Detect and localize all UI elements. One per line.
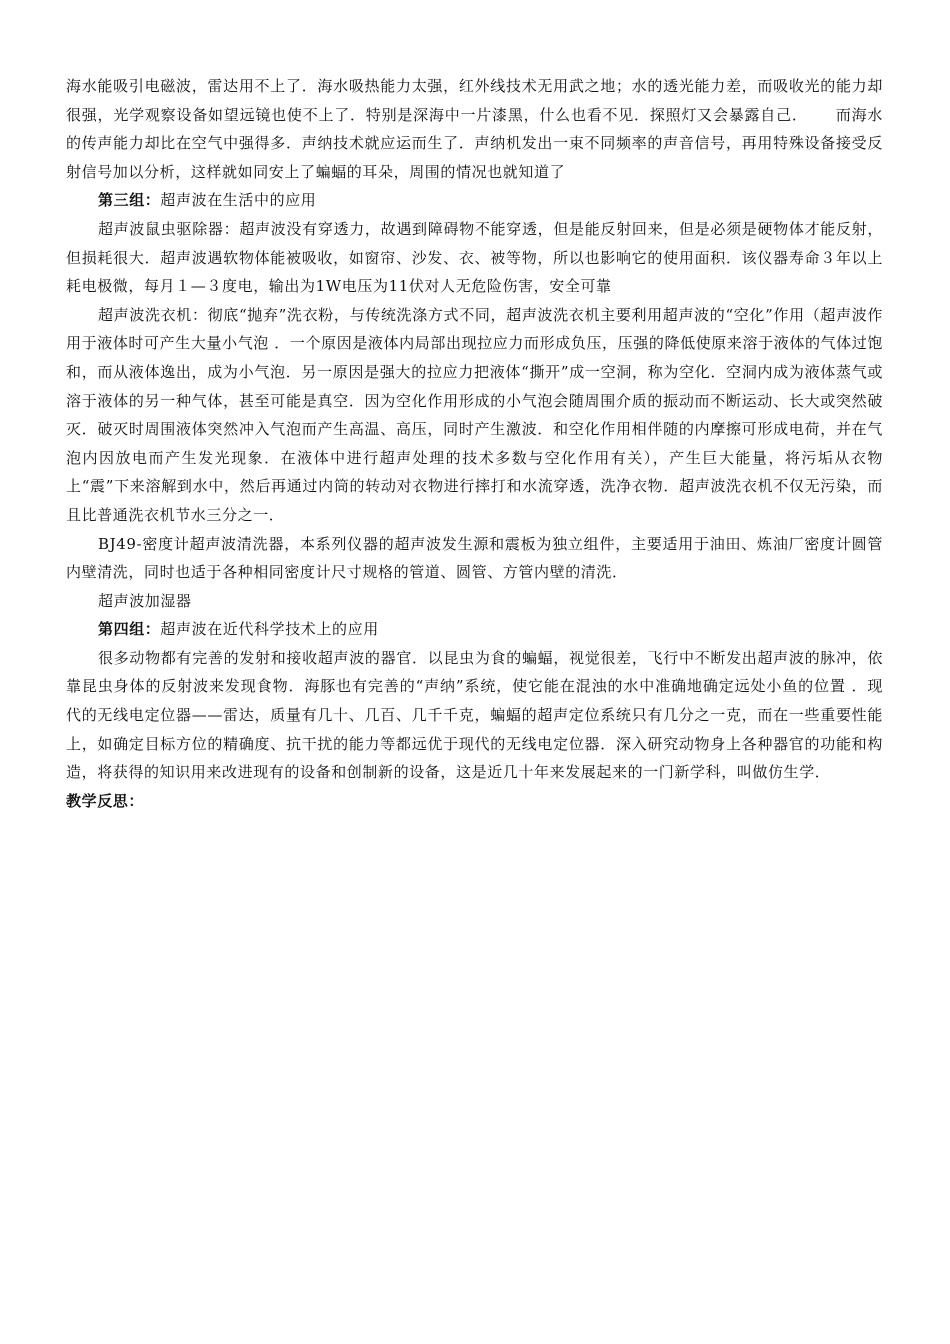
paragraph-mouse-repeller: 超声波鼠虫驱除器：超声波没有穿透力，故遇到障碍物不能穿透，但是能反射回来，但是必须是硬物体才能反射，但损耗很大．超声波遇软物体能被吸收，如窗帘、沙发、衣、被等物，所以也影响它的使用面积．该仪器寿命３年以上耗电极微，每月１—３度电，输出为1W电压为11伏对人无危险伤害，安全可靠	[66, 219, 883, 296]
group4-title: 超声波在近代科学技术上的应用	[160, 620, 379, 639]
paragraph-sonar	[66, 72, 883, 186]
group3-title: 超声波在生活中的应用	[160, 191, 317, 210]
group3-label: 第三组：	[98, 191, 161, 210]
paragraph-humidifier: 超声波加湿器	[98, 591, 192, 610]
group3-heading	[66, 186, 883, 215]
paragraph-bj49-cleaner: BJ49-密度计超声波清洗器，本系列仪器的超声波发生源和震板为独立组件，主要适用于油田、炼油厂密度计圆管内壁清洗，同时也适于各种相同密度计尺寸规格的管道、圆管、方管内壁的清洗．	[66, 534, 883, 582]
paragraph-bionics: 很多动物都有完善的发射和接收超声波的器官．以昆虫为食的蝙蝠，视觉很差，飞行中不断发出超声波的脉冲，依靠昆虫身体的反射波来发现食物．海豚也有完善的“声纳”系统，使它能在混浊的水中准确地确定远处小鱼的位置 ．现代的无线电定位器——雷达，质量有几十、几百、几千千克，蝙蝠的超声定位系统只有几分之一克，而在一些重要性能上，如确定目标方位的精确度、抗干扰的能力等都远优于现代的无线电定位器．深入研究动物身上各种器官的功能和构造，将获得的知识用来改进现有的设备和创制新的设备，这是近几十年来发展起来的一门新学科，叫做仿生学．	[66, 648, 883, 782]
document-page	[66, 72, 883, 815]
sonar-text-part1: 海水能吸引电磁波，雷达用不上了．海水吸热能力太强，红外线技术无用武之地；水的透光能力差，而吸收光的能力却很强，光学观察设备如望远镜也使不上了．特别是深海中一片漆黑，什么也看不见．探照灯又会暴露自己．	[66, 77, 883, 124]
teaching-reflection-label: 教学反思：	[66, 791, 145, 810]
paragraph-washing-machine: 超声波洗衣机：彻底“抛弃”洗衣粉，与传统洗涤方式不同，超声波洗衣机主要利用超声波的“空化”作用（超声波作用于液体时可产生大量小气泡 ．一个原因是液体内局部出现拉应力而形成负压，压强的降低使原来溶于液体的气体过饱和，而从液体逸出，成为小气泡．另一原因是强大的拉应力把液体“撕开”成一空洞，称为空化．空洞内成为液体蒸气或溶于液体的另一种气体，甚至可能是真空．因为空化作用形成的小气泡会随周围介质的振动而不断运动、长大或突然破灭．破灭时周围液体突然冲入气泡而产生高温、高压，同时产生激波．和空化作用相伴随的内摩擦可形成电荷，并在气泡内因放电而产生发光现象．在液体中进行超声处理的技术多数与空化作用有关），产生巨大能量，将污垢从衣物上“震”下来溶解到水中，然后再通过内筒的转动对衣物进行摔打和水流穿透，洗净衣物．超声波洗衣机不仅无污染，而且比普通洗衣机节水三分之一．	[66, 305, 883, 524]
sonar-text-part2: 而海水的传声能力却比在空气中强得多．声纳技术就应运而生了．声纳机发出一束不同频率的声音信号，再用特殊设备接受反射信号加以分析，这样就如同安上了蝙蝠的耳朵，周围的情况也就知道了	[66, 105, 883, 181]
group4-heading	[66, 615, 883, 644]
group4-label: 第四组：	[98, 620, 161, 639]
